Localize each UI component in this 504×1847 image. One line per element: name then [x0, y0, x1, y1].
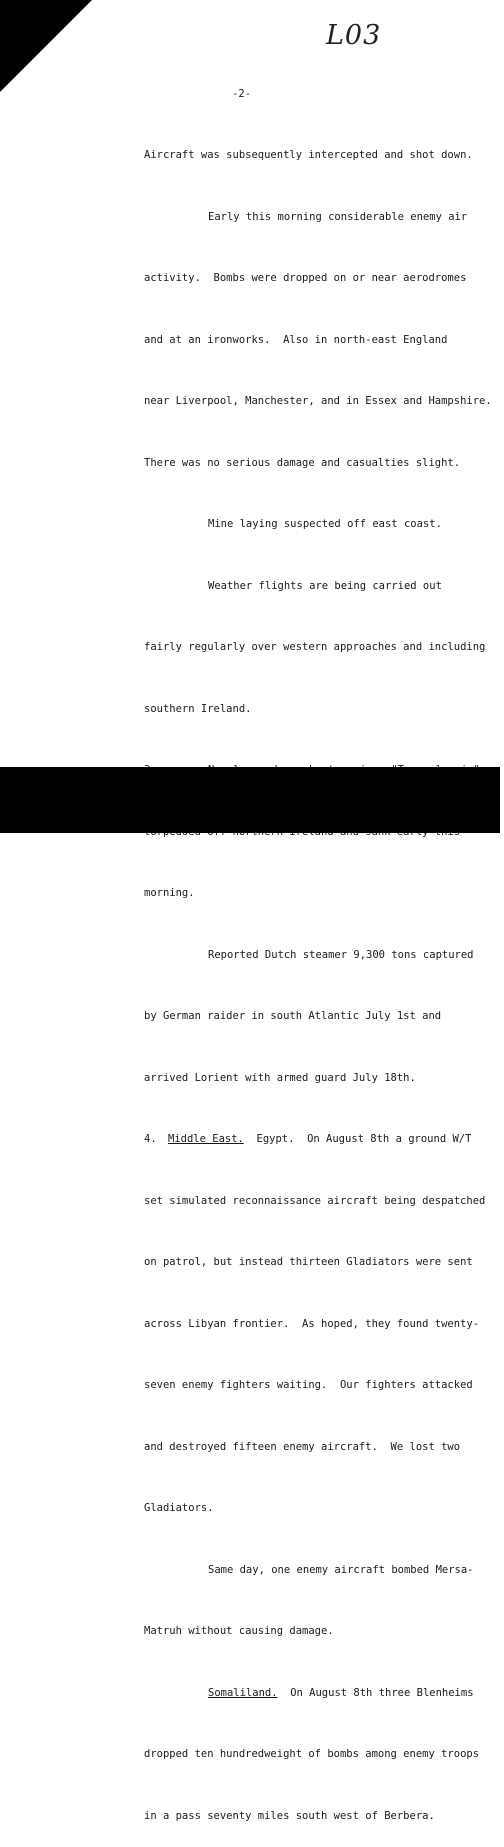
- text-line: [144, 1683, 504, 1704]
- text-line: seven enemy fighters waiting. Our fighters attacked: [144, 1379, 473, 1391]
- text-line: morning.: [144, 887, 195, 899]
- text-line: southern Ireland.: [144, 702, 252, 715]
- text-line: fairly regularly over western approaches and including: [144, 641, 486, 653]
- document-body: [144, 104, 504, 1847]
- text-line: Aircraft was subsequently intercepted and shot down.: [144, 149, 473, 161]
- text-line: in a pass seventy miles south west of Berbera.: [144, 1809, 435, 1822]
- text-line: arrived Lorient with armed guard July 18th.: [144, 1071, 416, 1084]
- paragraph-number: 4.: [144, 1133, 157, 1145]
- text-line: Weather flights are being carried out: [208, 579, 442, 592]
- text-line: on patrol, but instead thirteen Gladiators were sent: [144, 1256, 473, 1268]
- text-line: Gladiators.: [144, 1502, 214, 1514]
- text-line: Mine laying suspected off east coast.: [208, 518, 442, 530]
- text-line: and destroyed fifteen enemy aircraft. We lost two: [144, 1440, 461, 1453]
- text-line: and at an ironworks. Also in north-east England: [144, 333, 448, 346]
- text-line: There was no serious damage and casualties slight.: [144, 456, 461, 469]
- text-line: Early this morning considerable enemy air: [208, 210, 468, 223]
- handwritten-folio-number: L03: [326, 20, 382, 51]
- text-line: activity. Bombs were dropped on or near aerodromes: [144, 272, 467, 284]
- text-line: set simulated reconnaissance aircraft being despatched: [144, 1194, 486, 1207]
- text-line: by German raider in south Atlantic July 1st and: [144, 1010, 442, 1022]
- scan-bottom-shadow: [0, 767, 500, 833]
- text-line-content: On August 8th three Blenheims: [277, 1686, 474, 1699]
- text-line: across Libyan frontier. As hoped, they found twenty-: [144, 1317, 480, 1330]
- section-heading: Somaliland.: [208, 1686, 278, 1699]
- scan-corner-shadow: [0, 0, 92, 92]
- section-heading: Middle East.: [168, 1133, 244, 1145]
- text-line: dropped ten hundredweight of bombs among enemy troops: [144, 1748, 480, 1760]
- page-number: -2-: [232, 88, 251, 100]
- text-line: Reported Dutch steamer 9,300 tons captured: [208, 948, 474, 961]
- text-line: Matruh without causing damage.: [144, 1625, 334, 1637]
- text-line-content: Egypt. On August 8th a ground W/T: [243, 1133, 472, 1145]
- text-line: Same day, one enemy aircraft bombed Mersa-: [208, 1563, 474, 1576]
- text-line: [144, 1129, 504, 1150]
- text-line: near Liverpool, Manchester, and in Essex and Hampshire.: [144, 395, 492, 407]
